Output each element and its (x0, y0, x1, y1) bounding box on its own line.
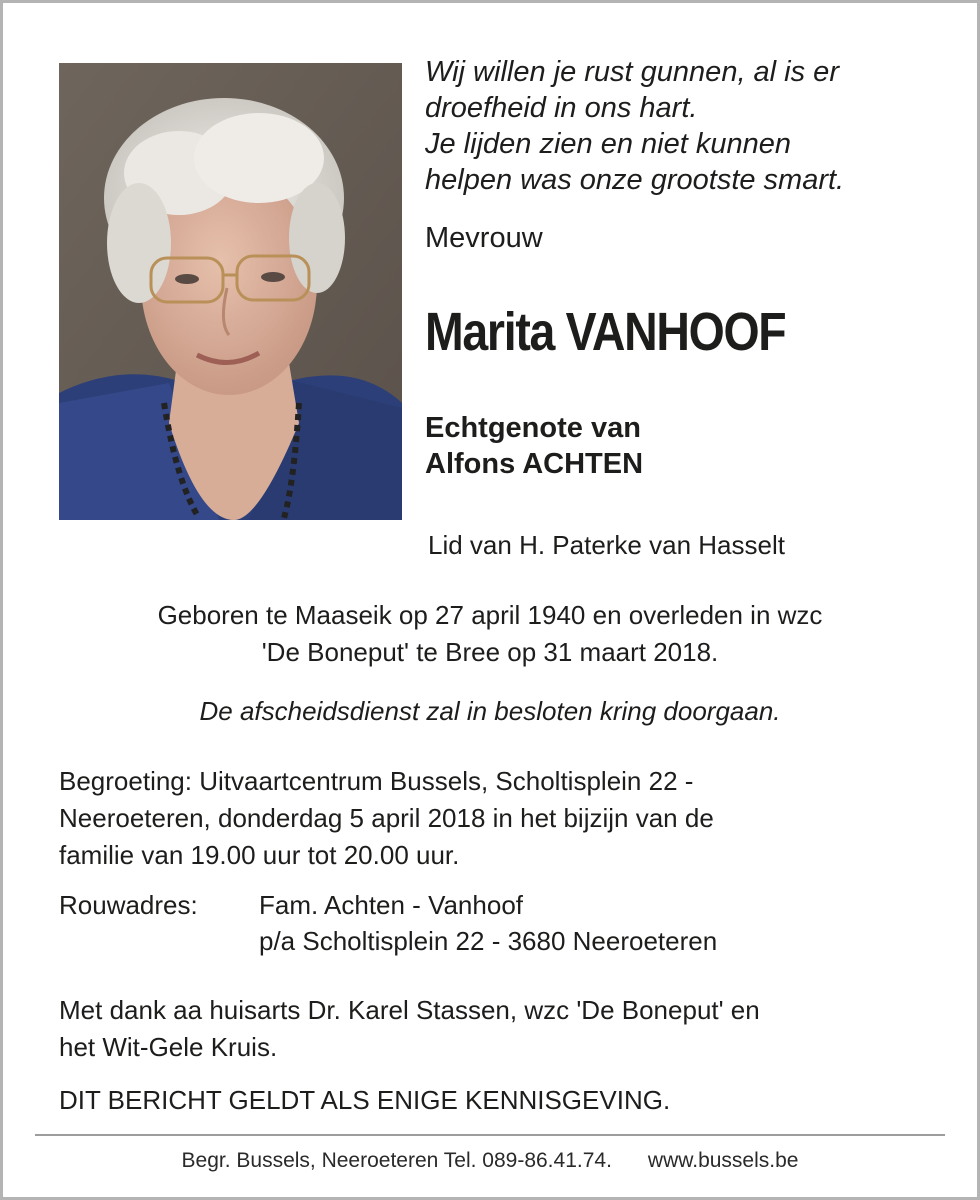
poem-line: Wij willen je rust gunnen, al is er (425, 56, 839, 88)
poem-line: Je lijden zien en niet kunnen (425, 128, 791, 160)
thanks-note (59, 992, 939, 1066)
address-line: Fam. Achten - Vanhoof (259, 890, 523, 920)
portrait-photo (59, 63, 402, 520)
birth-death-line: Geboren te Maaseik op 27 april 1940 en overleden in wzc (157, 600, 823, 630)
membership: Lid van H. Paterke van Hasselt (428, 530, 785, 560)
greeting-info (59, 763, 939, 874)
address-line: p/a Scholtisplein 22 - 3680 Neeroeteren (259, 926, 718, 956)
spouse-line: Echtgenote van (425, 412, 641, 444)
mourning-address-label: Rouwadres: (59, 890, 198, 920)
spouse-info (425, 410, 643, 482)
deceased-name: Marita VANHOOF (425, 302, 786, 362)
birth-death-info (0, 597, 980, 671)
footer (0, 1147, 980, 1175)
footer-divider (35, 1134, 945, 1136)
memorial-poem (425, 54, 945, 198)
spouse-line: Alfons ACHTEN (425, 448, 644, 480)
footer-website[interactable]: www.bussels.be (647, 1149, 799, 1172)
mourning-address-lines (259, 887, 717, 959)
thanks-line: het Wit-Gele Kruis. (59, 1032, 278, 1062)
thanks-line: Met dank aa huisarts Dr. Karel Stassen, wzc 'De Boneput' en (59, 995, 760, 1025)
birth-death-line: 'De Boneput' te Bree op 31 maart 2018. (261, 637, 719, 667)
poem-line: helpen was onze grootste smart. (425, 164, 845, 196)
footer-company: Begr. Bussels, Neeroeteren Tel. 089-86.41.74. (181, 1149, 612, 1172)
greeting-line: Neeroeteren, donderdag 5 april 2018 in het bijzijn van de (59, 803, 714, 833)
salutation: Mevrouw (425, 222, 543, 254)
greeting-line: familie van 19.00 uur tot 20.00 uur. (59, 840, 460, 870)
poem-line: droefheid in ons hart. (425, 92, 698, 124)
farewell-service-note: De afscheidsdienst zal in besloten kring doorgaan. (199, 696, 781, 726)
greeting-line: Begroeting: Uitvaartcentrum Bussels, Scholtisplein 22 - (59, 766, 694, 796)
portrait-illustration (59, 63, 402, 520)
official-notice: DIT BERICHT GELDT ALS ENIGE KENNISGEVING. (59, 1085, 671, 1115)
